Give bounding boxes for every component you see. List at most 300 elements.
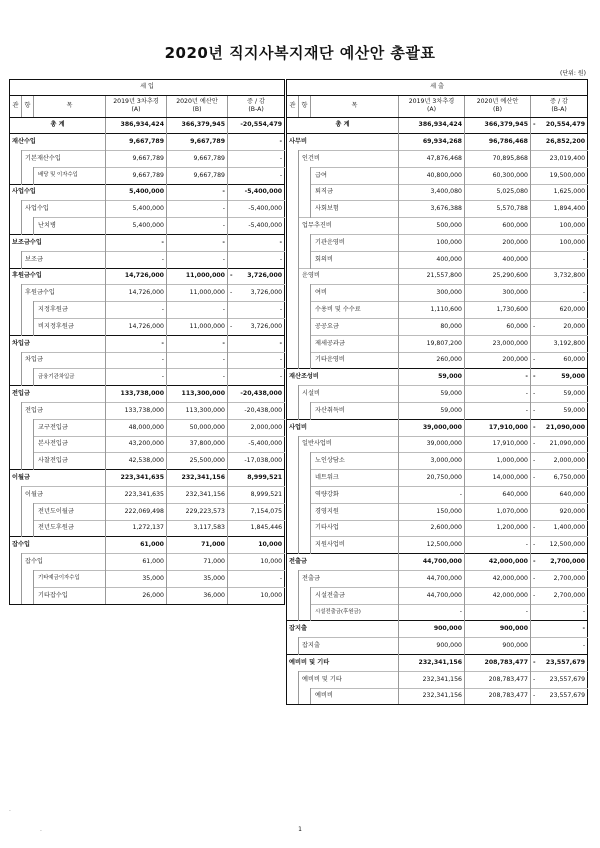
value-2020: - [465,604,531,621]
indent-cell [287,403,299,420]
value-diff [531,302,588,319]
row-label: 재산조성비 [287,369,399,386]
value-2019: 222,069,498 [106,503,167,520]
value-2019: 43,200,000 [106,436,167,453]
indent-cell [299,285,311,302]
table-row [10,503,285,520]
page-title: 2020년 직지사복지재단 예산안 총괄표 [164,44,436,62]
table-row [287,621,588,638]
diff-sign: - [533,121,536,129]
value-2019: 39,000,000 [399,419,465,436]
diff-value: 8,999,521 [247,474,283,482]
value-diff [228,386,285,403]
row-label: 운영비 [299,268,399,285]
indent-cell [287,167,299,184]
value-2019: 40,800,000 [399,167,465,184]
value-diff [531,167,588,184]
col-2019-sub: (A) [131,106,141,113]
value-2019: 260,000 [399,352,465,369]
indent-cell [287,335,299,352]
indent-cell [287,235,299,252]
table-row [287,201,588,218]
diff-value: - [279,138,283,146]
table-row [10,302,285,319]
value-2020: 1,730,600 [465,302,531,319]
table-row [287,235,588,252]
value-diff [228,184,285,201]
indent-cell [299,453,311,470]
diff-sign: - [533,658,536,666]
indent-cell [287,285,299,302]
diff-value: - [582,255,586,263]
table-row [287,352,588,369]
col-diff-sub: (B-A) [248,106,264,113]
diff-value: 21,090,000 [549,440,586,448]
row-label: 차입금 [22,352,106,369]
indent-cell [22,419,34,436]
row-label: 기본재산수입 [22,151,106,168]
diff-value: 1,625,000 [553,188,586,196]
row-label: 공공요금 [311,319,399,336]
table-row [287,369,588,386]
value-2020: 60,300,000 [465,167,531,184]
diff-value: - [279,171,283,179]
value-2020: - [465,369,531,386]
indent-cell [287,184,299,201]
table-row [287,403,588,420]
table-row [10,436,285,453]
row-label: 기타사업 [311,520,399,537]
table-row [287,419,588,436]
value-2020: 200,000 [465,235,531,252]
diff-value: 10,000 [260,558,283,566]
row-label: 기관운영비 [311,235,399,252]
value-diff [531,369,588,386]
value-2020: 208,783,477 [465,655,531,672]
diff-sign: - [533,457,536,465]
table-row [287,604,588,621]
indent-cell [287,604,299,621]
value-diff [531,638,588,655]
value-2019: 69,934,268 [399,134,465,151]
value-2019: 26,000 [106,587,167,604]
table-row [287,671,588,688]
table-row [10,403,285,420]
col-gwan: 관 [287,95,299,117]
indent-cell [10,571,22,588]
indent-cell [299,403,311,420]
diff-value: 6,750,000 [553,474,586,482]
value-2019: 61,000 [106,537,167,554]
table-row [10,251,285,268]
diff-sign: - [230,322,233,330]
value-diff [228,554,285,571]
table-row [287,554,588,571]
indent-cell [22,167,34,184]
value-diff [531,386,588,403]
col-hang: 항 [299,95,311,117]
row-label: 전출금 [299,571,399,588]
diff-value: 920,000 [559,507,586,515]
value-diff [531,621,588,638]
value-diff [228,285,285,302]
indent-cell [10,352,22,369]
value-2019: 5,400,000 [106,201,167,218]
value-2019: 44,700,000 [399,571,465,588]
expenditure-rows [287,117,588,705]
diff-value: -20,554,479 [240,121,283,129]
indent-cell [287,151,299,168]
value-diff [531,453,588,470]
diff-value: 8,999,521 [250,490,283,498]
value-2020: 1,000,000 [465,453,531,470]
row-label: 노인상담소 [311,453,399,470]
indent-cell [287,487,299,504]
value-2019: 100,000 [399,235,465,252]
diff-value: 3,732,800 [553,272,586,280]
value-2019: 232,341,156 [399,655,465,672]
indent-cell [287,453,299,470]
row-label: 시설전출금 [311,587,399,604]
value-diff [228,151,285,168]
value-2019: 900,000 [399,638,465,655]
col-diff-sub: (B-A) [551,106,567,113]
expenditure-table [286,79,588,705]
diff-sign: - [533,474,536,482]
value-2020: 5,025,080 [465,184,531,201]
row-label: 본사전입금 [34,436,106,453]
col-diff [531,95,588,117]
value-2020: 71,000 [167,537,228,554]
col-2020 [167,95,228,117]
diff-value: 2,700,000 [553,591,586,599]
value-diff [531,587,588,604]
indent-cell [22,436,34,453]
value-2019: 223,341,635 [106,487,167,504]
value-2019: 500,000 [399,218,465,235]
table-row [287,251,588,268]
diff-sign: - [533,558,536,566]
indent-cell [299,167,311,184]
value-2019: 3,000,000 [399,453,465,470]
diff-value: 60,000 [563,356,586,364]
indent-cell [287,251,299,268]
value-2020: 70,895,868 [465,151,531,168]
row-label: 난치병 [34,218,106,235]
diff-value: - [279,373,283,381]
table-row [287,335,588,352]
table-row [10,218,285,235]
table-row [287,520,588,537]
diff-value: 1,845,446 [250,524,283,532]
value-2019: 14,726,000 [106,319,167,336]
value-diff [228,235,285,252]
value-2020: 366,379,945 [167,117,228,134]
indent-cell [299,335,311,352]
value-2019: 223,341,635 [106,470,167,487]
row-label: 보조금 [22,251,106,268]
col-diff [228,95,285,117]
table-row [10,151,285,168]
value-2020: 640,000 [465,487,531,504]
diff-sign: - [533,423,536,431]
table-row [10,453,285,470]
value-2020: - [465,403,531,420]
value-2020: - [167,335,228,352]
indent-cell [299,503,311,520]
indent-cell [287,201,299,218]
indent-cell [299,688,311,705]
value-2020: 17,910,000 [465,419,531,436]
value-2020: - [167,369,228,386]
value-2020: 232,341,156 [167,487,228,504]
value-diff [228,369,285,386]
value-diff [531,117,588,134]
diff-value: 7,154,075 [250,507,283,515]
diff-sign: - [533,322,536,330]
row-label: 역량강화 [311,487,399,504]
row-label: 예비비 [311,688,399,705]
value-2019: - [106,335,167,352]
value-2019: 14,726,000 [106,268,167,285]
value-2019: 5,400,000 [106,184,167,201]
col-2020-sub: (B) [492,106,503,113]
indent-cell [299,487,311,504]
value-diff [228,419,285,436]
diff-sign: - [533,356,536,364]
value-2019: 1,110,600 [399,302,465,319]
revenue-table [9,79,285,605]
diff-sign: - [533,406,536,414]
row-label: 잡수입 [22,554,106,571]
value-diff [531,268,588,285]
value-diff [531,201,588,218]
indent-cell [299,604,311,621]
value-2019: - [399,487,465,504]
value-2019: 386,934,424 [106,117,167,134]
col-gwan: 관 [10,95,22,117]
col-2019-label: 2019년 3차추경 [113,97,159,105]
table-row [10,268,285,285]
value-2020: - [167,218,228,235]
indent-cell [287,302,299,319]
indent-cell [287,386,299,403]
indent-cell [22,503,34,520]
indent-cell [10,369,22,386]
diff-value: 1,894,400 [553,205,586,213]
value-2019: 20,750,000 [399,470,465,487]
diff-value: 3,726,000 [247,272,283,280]
value-2019: 232,341,156 [399,688,465,705]
indent-cell [287,352,299,369]
row-label: 전입금 [22,403,106,420]
indent-cell [22,319,34,336]
value-2020: 42,000,000 [465,571,531,588]
value-2019: 9,667,789 [106,134,167,151]
value-2020: 9,667,789 [167,134,228,151]
value-diff [228,201,285,218]
indent-cell [10,167,22,184]
value-2019: - [106,251,167,268]
value-diff [531,688,588,705]
value-diff [531,319,588,336]
col-hang: 항 [22,95,34,117]
value-2019: 47,876,468 [399,151,465,168]
row-label: 네트워크 [311,470,399,487]
value-2020: 3,117,583 [167,520,228,537]
diff-value: 2,700,000 [553,574,586,582]
revenue-rows [10,117,285,604]
value-2020: - [167,235,228,252]
table-row [10,134,285,151]
indent-cell [299,201,311,218]
value-2019: 3,676,388 [399,201,465,218]
value-2020: 35,000 [167,571,228,588]
value-2020: 42,000,000 [465,587,531,604]
row-label: 경영지원 [311,503,399,520]
diff-sign: - [533,692,536,700]
table-row [287,302,588,319]
col-2019-label: 2019년 3차추경 [408,97,455,105]
table-row [287,386,588,403]
indent-cell [287,520,299,537]
diff-value: - [582,608,586,616]
row-label: 잡지출 [287,621,399,638]
indent-cell [10,403,22,420]
diff-value: -20,438,000 [244,406,283,414]
indent-cell [287,671,299,688]
revenue-section-header: 세 입 [10,80,285,96]
diff-value: -17,038,000 [244,457,283,465]
row-label: 잡수입 [10,537,106,554]
value-2019: 35,000 [106,571,167,588]
row-label: 총 계 [287,117,399,134]
diff-sign: - [533,541,536,549]
value-2020: 400,000 [465,251,531,268]
diff-value: - [279,255,283,263]
table-row [10,571,285,588]
diff-sign: - [533,373,536,381]
value-diff [531,554,588,571]
value-diff [228,571,285,588]
table-row [287,503,588,520]
indent-cell [10,520,22,537]
indent-cell [22,571,34,588]
table-row [287,319,588,336]
indent-cell [299,184,311,201]
diff-sign: - [533,440,536,448]
diff-sign: - [230,289,233,297]
table-row [10,419,285,436]
value-2020: 25,500,000 [167,453,228,470]
indent-cell [10,503,22,520]
value-diff [531,251,588,268]
value-diff [228,134,285,151]
value-2020: - [465,386,531,403]
table-row [10,369,285,386]
table-row [287,655,588,672]
value-2019: 133,738,000 [106,403,167,420]
row-label: 자산취득비 [311,403,399,420]
indent-cell [287,587,299,604]
row-label: 배당 및 이자수입 [34,167,106,184]
value-2020: - [167,184,228,201]
diff-value: 10,000 [258,541,283,549]
value-2020: 229,223,573 [167,503,228,520]
value-2020: 1,070,000 [465,503,531,520]
row-label: 전년도후원금 [34,520,106,537]
table-row [287,218,588,235]
indent-cell [10,419,22,436]
value-diff [531,470,588,487]
table-row [287,184,588,201]
row-label: 사업수입 [22,201,106,218]
value-2019: 300,000 [399,285,465,302]
row-label: 급여 [311,167,399,184]
value-diff [531,436,588,453]
value-2019: 400,000 [399,251,465,268]
value-2019: 9,667,789 [106,151,167,168]
table-row [10,386,285,403]
value-diff [228,319,285,336]
value-2019: 39,000,000 [399,436,465,453]
col-diff-label: 증 / 감 [247,97,266,105]
indent-cell [287,688,299,705]
row-label: 지원사업비 [311,537,399,554]
row-label: 사업비 [287,419,399,436]
diff-sign: - [230,272,233,280]
row-label: 보조금수입 [10,235,106,252]
value-diff [531,151,588,168]
indent-cell [287,319,299,336]
indent-cell [10,251,22,268]
value-diff [531,655,588,672]
table-row [10,117,285,134]
value-2020: 11,000,000 [167,285,228,302]
value-2020: 5,570,788 [465,201,531,218]
value-2020: 11,000,000 [167,268,228,285]
value-2020: 366,379,945 [465,117,531,134]
value-diff [228,117,285,134]
indent-cell [299,235,311,252]
value-diff [531,537,588,554]
table-row [10,487,285,504]
value-2020: 17,910,000 [465,436,531,453]
table-row [10,587,285,604]
row-label: 업무추진비 [299,218,399,235]
diff-value: - [279,339,283,347]
col-mok: 목 [34,95,106,117]
row-label: 기타잡수입 [34,587,106,604]
indent-cell [299,520,311,537]
value-diff [228,268,285,285]
value-diff [228,470,285,487]
row-label: 회의비 [311,251,399,268]
value-diff [531,671,588,688]
diff-value: - [279,306,283,314]
table-row [10,235,285,252]
diff-sign: - [533,390,536,398]
indent-cell [22,302,34,319]
row-label: 제세공과금 [311,335,399,352]
value-diff [228,436,285,453]
diff-value: -5,400,000 [248,222,283,230]
col-2020-label: 2020년 예산안 [176,97,218,105]
value-2019: - [106,302,167,319]
value-2019: 80,000 [399,319,465,336]
diff-value: 100,000 [559,222,586,230]
value-2019: 48,000,000 [106,419,167,436]
